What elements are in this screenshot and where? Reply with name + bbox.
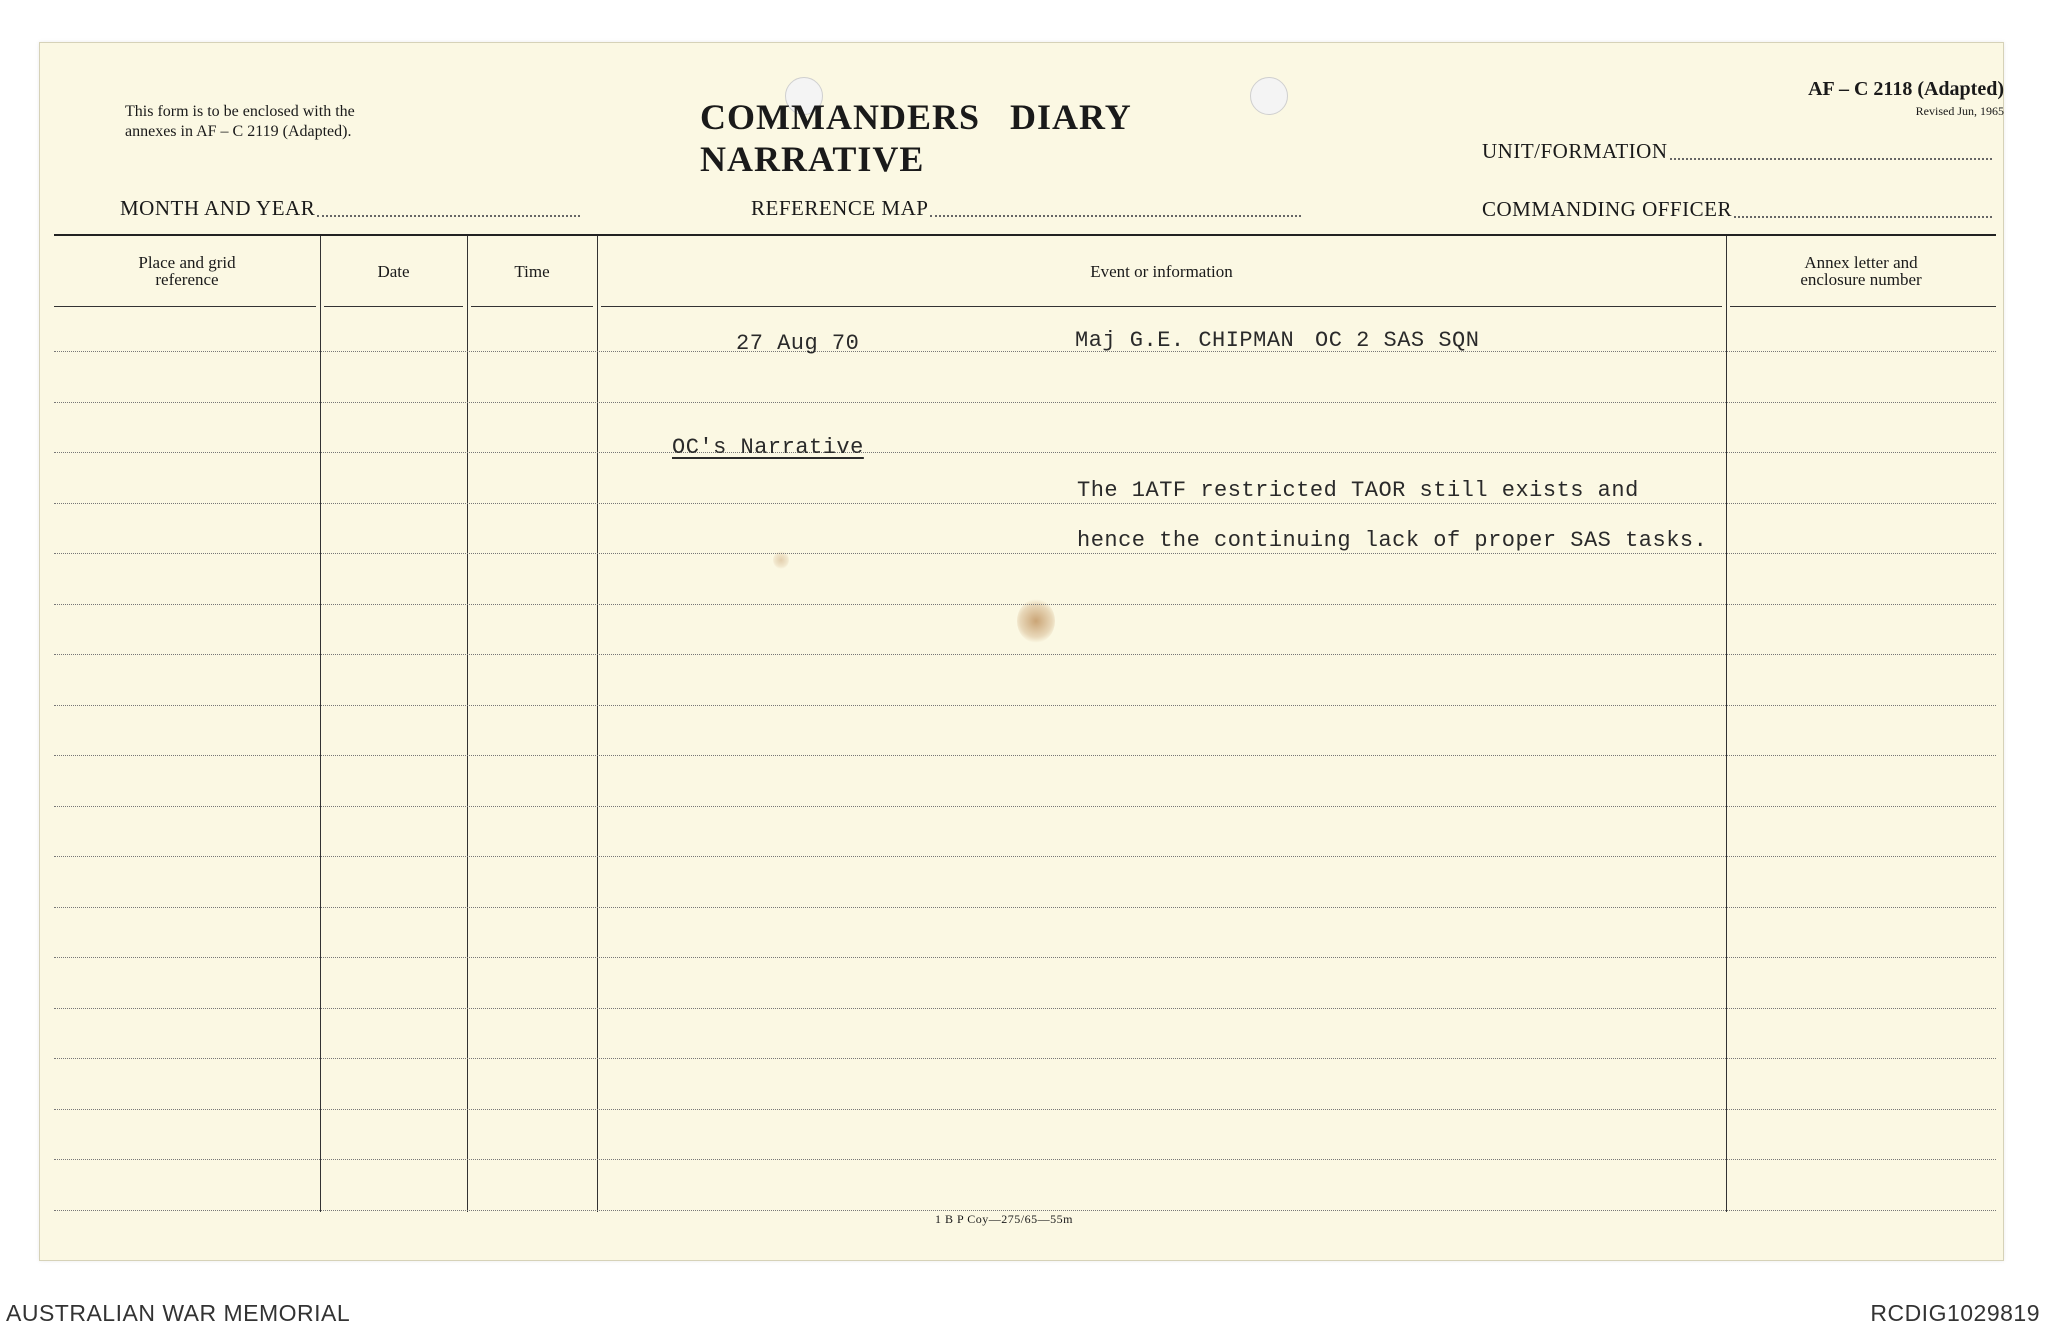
- ruled-line: [54, 654, 1996, 655]
- ruled-line: [54, 1008, 1996, 1009]
- ruled-line: [54, 503, 1996, 504]
- month-year-field: [120, 196, 580, 221]
- entry-unit: OC 2 SAS SQN: [1315, 328, 1480, 353]
- column-divider: [1726, 236, 1727, 1212]
- header-underline: [1730, 306, 1996, 307]
- enclosure-note: This form is to be enclosed with the annexes in AF – C 2119 (Adapted).: [125, 103, 355, 140]
- ruled-line: [54, 1109, 1996, 1110]
- reference-map-label: REFERENCE MAP: [751, 196, 929, 220]
- header-underline: [471, 306, 593, 307]
- narrative-heading: OC's Narrative: [672, 435, 864, 460]
- entry-officer: Maj G.E. CHIPMAN: [1075, 328, 1295, 353]
- ruled-line: [54, 604, 1996, 605]
- header-time: Time: [514, 261, 550, 281]
- form-code: AF – C 2118 (Adapted): [1808, 78, 2004, 100]
- header-underline: [54, 306, 316, 307]
- month-year-label: MONTH AND YEAR: [120, 196, 316, 220]
- ruled-line: [54, 1210, 1996, 1211]
- diary-table: [54, 234, 1996, 1212]
- unit-formation-blank: [1670, 157, 1993, 160]
- unit-formation-field: [1482, 139, 1992, 164]
- ruled-line: [54, 1159, 1996, 1160]
- entry-date: 27 Aug 70: [736, 331, 860, 356]
- ruled-line: [54, 705, 1996, 706]
- footer-institution: AUSTRALIAN WAR MEMORIAL: [6, 1300, 351, 1326]
- month-year-blank: [317, 214, 580, 217]
- ruled-line: [54, 1058, 1996, 1059]
- column-divider: [320, 236, 321, 1212]
- ruled-line: [54, 856, 1996, 857]
- ruled-line: [54, 402, 1996, 403]
- ruled-line: [54, 957, 1996, 958]
- commanding-officer-blank: [1734, 215, 1992, 218]
- printer-imprint: 1 B P Coy—275/65—55m: [935, 1212, 1073, 1226]
- reference-map-blank: [930, 214, 1301, 217]
- ruled-line: [54, 907, 1996, 908]
- header-event: Event or information: [1090, 261, 1233, 281]
- ruled-line: [54, 351, 1996, 352]
- footer-record-id: RCDIG1029819: [1870, 1300, 2040, 1326]
- form-title: COMMANDERS DIARY NARRATIVE: [700, 97, 1131, 179]
- header-underline: [601, 306, 1722, 307]
- narrative-line-1: The 1ATF restricted TAOR still exists and: [1077, 478, 1639, 503]
- header-underline: [324, 306, 463, 307]
- header-date: Date: [377, 261, 410, 281]
- ruled-line: [54, 452, 1996, 453]
- header-place: Place and grid reference: [138, 253, 236, 289]
- commanding-officer-label: COMMANDING OFFICER: [1482, 197, 1732, 221]
- reference-map-field: [751, 196, 1301, 221]
- ruled-line: [54, 755, 1996, 756]
- ruled-line: [54, 806, 1996, 807]
- ruled-line: [54, 553, 1996, 554]
- commanding-officer-field: [1482, 197, 1992, 222]
- form-revision: Revised Jun, 1965: [1915, 104, 2004, 118]
- narrative-line-2: hence the continuing lack of proper SAS tasks.: [1077, 528, 1708, 553]
- unit-formation-label: UNIT/FORMATION: [1482, 139, 1668, 163]
- column-divider: [597, 236, 598, 1212]
- column-divider: [467, 236, 468, 1212]
- header-annex: Annex letter and enclosure number: [1800, 253, 1922, 289]
